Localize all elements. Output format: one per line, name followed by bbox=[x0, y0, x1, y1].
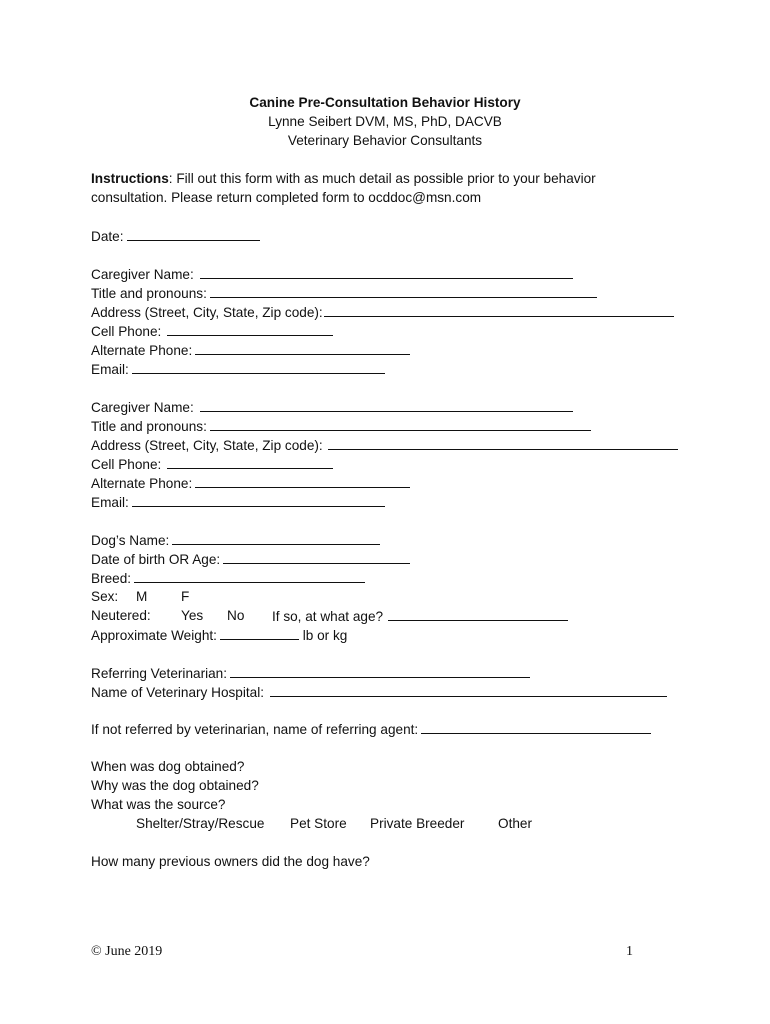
source-question: What was the source? bbox=[91, 797, 226, 812]
neutered-age-group bbox=[272, 607, 568, 626]
referring-agent-field[interactable] bbox=[421, 720, 651, 734]
caregiver2-address-label: Address (Street, City, State, Zip code): bbox=[91, 438, 323, 453]
caregiver1-alt-phone-field[interactable] bbox=[195, 341, 410, 355]
instructions-line-1 bbox=[91, 170, 596, 188]
caregiver1-email-field[interactable] bbox=[132, 360, 385, 374]
instructions-label: Instructions bbox=[91, 171, 169, 186]
dog-breed-row bbox=[91, 569, 365, 588]
caregiver2-alt-phone-field[interactable] bbox=[195, 474, 410, 488]
why-obtained-question: Why was the dog obtained? bbox=[91, 778, 259, 793]
footer-copyright: © June 2019 bbox=[91, 944, 163, 959]
dog-sex-label: Sex: bbox=[91, 589, 119, 604]
dog-name-row bbox=[91, 531, 380, 550]
caregiver2-alt-phone-label: Alternate Phone: bbox=[91, 476, 193, 491]
caregiver1-cell-row bbox=[91, 322, 333, 341]
previous-owners-question: How many previous owners did the dog have? bbox=[91, 854, 370, 869]
caregiver1-alt-phone-label: Alternate Phone: bbox=[91, 343, 193, 358]
caregiver2-name-row bbox=[91, 398, 573, 417]
caregiver2-cell-label: Cell Phone: bbox=[91, 457, 162, 472]
hospital-row bbox=[91, 683, 667, 702]
neutered-age-label: If so, at what age? bbox=[272, 609, 384, 624]
caregiver1-alt-phone-row bbox=[91, 341, 410, 360]
dog-dob-row bbox=[91, 550, 410, 569]
neutered-label: Neutered: bbox=[91, 608, 151, 623]
caregiver1-title-field[interactable] bbox=[210, 284, 597, 298]
caregiver2-title-row bbox=[91, 417, 591, 436]
caregiver2-name-label: Caregiver Name: bbox=[91, 400, 194, 415]
dog-sex-row bbox=[91, 588, 190, 606]
organization-line: Veterinary Behavior Consultants bbox=[287, 133, 483, 148]
caregiver2-title-field[interactable] bbox=[210, 417, 591, 431]
dog-dob-label: Date of birth OR Age: bbox=[91, 552, 221, 567]
weight-field[interactable] bbox=[220, 626, 299, 640]
referring-vet-label: Referring Veterinarian: bbox=[91, 666, 228, 681]
referring-agent-label: If not referred by veterinarian, name of referring agent: bbox=[91, 722, 419, 737]
caregiver2-title-label: Title and pronouns: bbox=[91, 419, 207, 434]
dog-weight-row bbox=[91, 626, 347, 645]
instructions-text-1: : Fill out this form with as much detail as possible prior to your behavior bbox=[168, 171, 596, 186]
caregiver1-cell-label: Cell Phone: bbox=[91, 324, 162, 339]
source-option-pet-store[interactable]: Pet Store bbox=[290, 816, 347, 831]
hospital-field[interactable] bbox=[270, 683, 667, 697]
caregiver2-address-field[interactable] bbox=[328, 436, 678, 450]
caregiver2-alt-phone-row bbox=[91, 474, 410, 493]
neutered-option-yes[interactable]: Yes bbox=[181, 608, 204, 623]
source-option-private-breeder[interactable]: Private Breeder bbox=[370, 816, 465, 831]
caregiver1-name-row bbox=[91, 265, 573, 284]
instructions-text-2: consultation. Please return completed form to ocddoc@msn.com bbox=[91, 190, 482, 205]
neutered-option-no[interactable]: No bbox=[227, 608, 245, 623]
caregiver2-name-field[interactable] bbox=[200, 398, 573, 412]
referring-vet-row bbox=[91, 664, 530, 683]
source-option-shelter[interactable]: Shelter/Stray/Rescue bbox=[136, 816, 265, 831]
referring-vet-field[interactable] bbox=[230, 664, 530, 678]
neutered-age-field[interactable] bbox=[388, 607, 568, 621]
date-field[interactable] bbox=[127, 227, 260, 241]
weight-units: lb or kg bbox=[302, 628, 348, 643]
dog-breed-field[interactable] bbox=[134, 569, 365, 583]
caregiver1-email-label: Email: bbox=[91, 362, 129, 377]
dog-neutered-row bbox=[91, 607, 384, 625]
caregiver2-email-label: Email: bbox=[91, 495, 129, 510]
caregiver1-address-field[interactable] bbox=[324, 303, 674, 317]
caregiver2-email-field[interactable] bbox=[132, 493, 385, 507]
caregiver2-cell-field[interactable] bbox=[167, 455, 333, 469]
caregiver1-name-label: Caregiver Name: bbox=[91, 267, 194, 282]
caregiver2-address-row bbox=[91, 436, 678, 455]
source-option-other[interactable]: Other bbox=[498, 816, 532, 831]
page-number: 1 bbox=[626, 944, 633, 959]
caregiver1-title-label: Title and pronouns: bbox=[91, 286, 207, 301]
dog-dob-field[interactable] bbox=[223, 550, 410, 564]
caregiver1-address-row bbox=[91, 303, 674, 322]
sex-option-f[interactable]: F bbox=[181, 589, 190, 604]
weight-label: Approximate Weight: bbox=[91, 628, 217, 643]
sex-option-m[interactable]: M bbox=[136, 589, 148, 604]
hospital-label: Name of Veterinary Hospital: bbox=[91, 685, 265, 700]
dog-breed-label: Breed: bbox=[91, 571, 132, 586]
caregiver2-email-row bbox=[91, 493, 385, 512]
caregiver1-email-row bbox=[91, 360, 385, 379]
date-row bbox=[91, 227, 260, 246]
date-label: Date: bbox=[91, 229, 124, 244]
author-line: Lynne Seibert DVM, MS, PhD, DACVB bbox=[268, 114, 502, 129]
caregiver1-cell-field[interactable] bbox=[167, 322, 333, 336]
caregiver1-title-row bbox=[91, 284, 597, 303]
caregiver1-name-field[interactable] bbox=[200, 265, 573, 279]
form-title: Canine Pre-Consultation Behavior History bbox=[249, 95, 521, 110]
when-obtained-question: When was dog obtained? bbox=[91, 759, 245, 774]
caregiver2-cell-row bbox=[91, 455, 333, 474]
dog-name-label: Dog’s Name: bbox=[91, 533, 170, 548]
dog-name-field[interactable] bbox=[172, 531, 380, 545]
caregiver1-address-label: Address (Street, City, State, Zip code): bbox=[91, 305, 323, 320]
referring-agent-row bbox=[91, 720, 651, 739]
